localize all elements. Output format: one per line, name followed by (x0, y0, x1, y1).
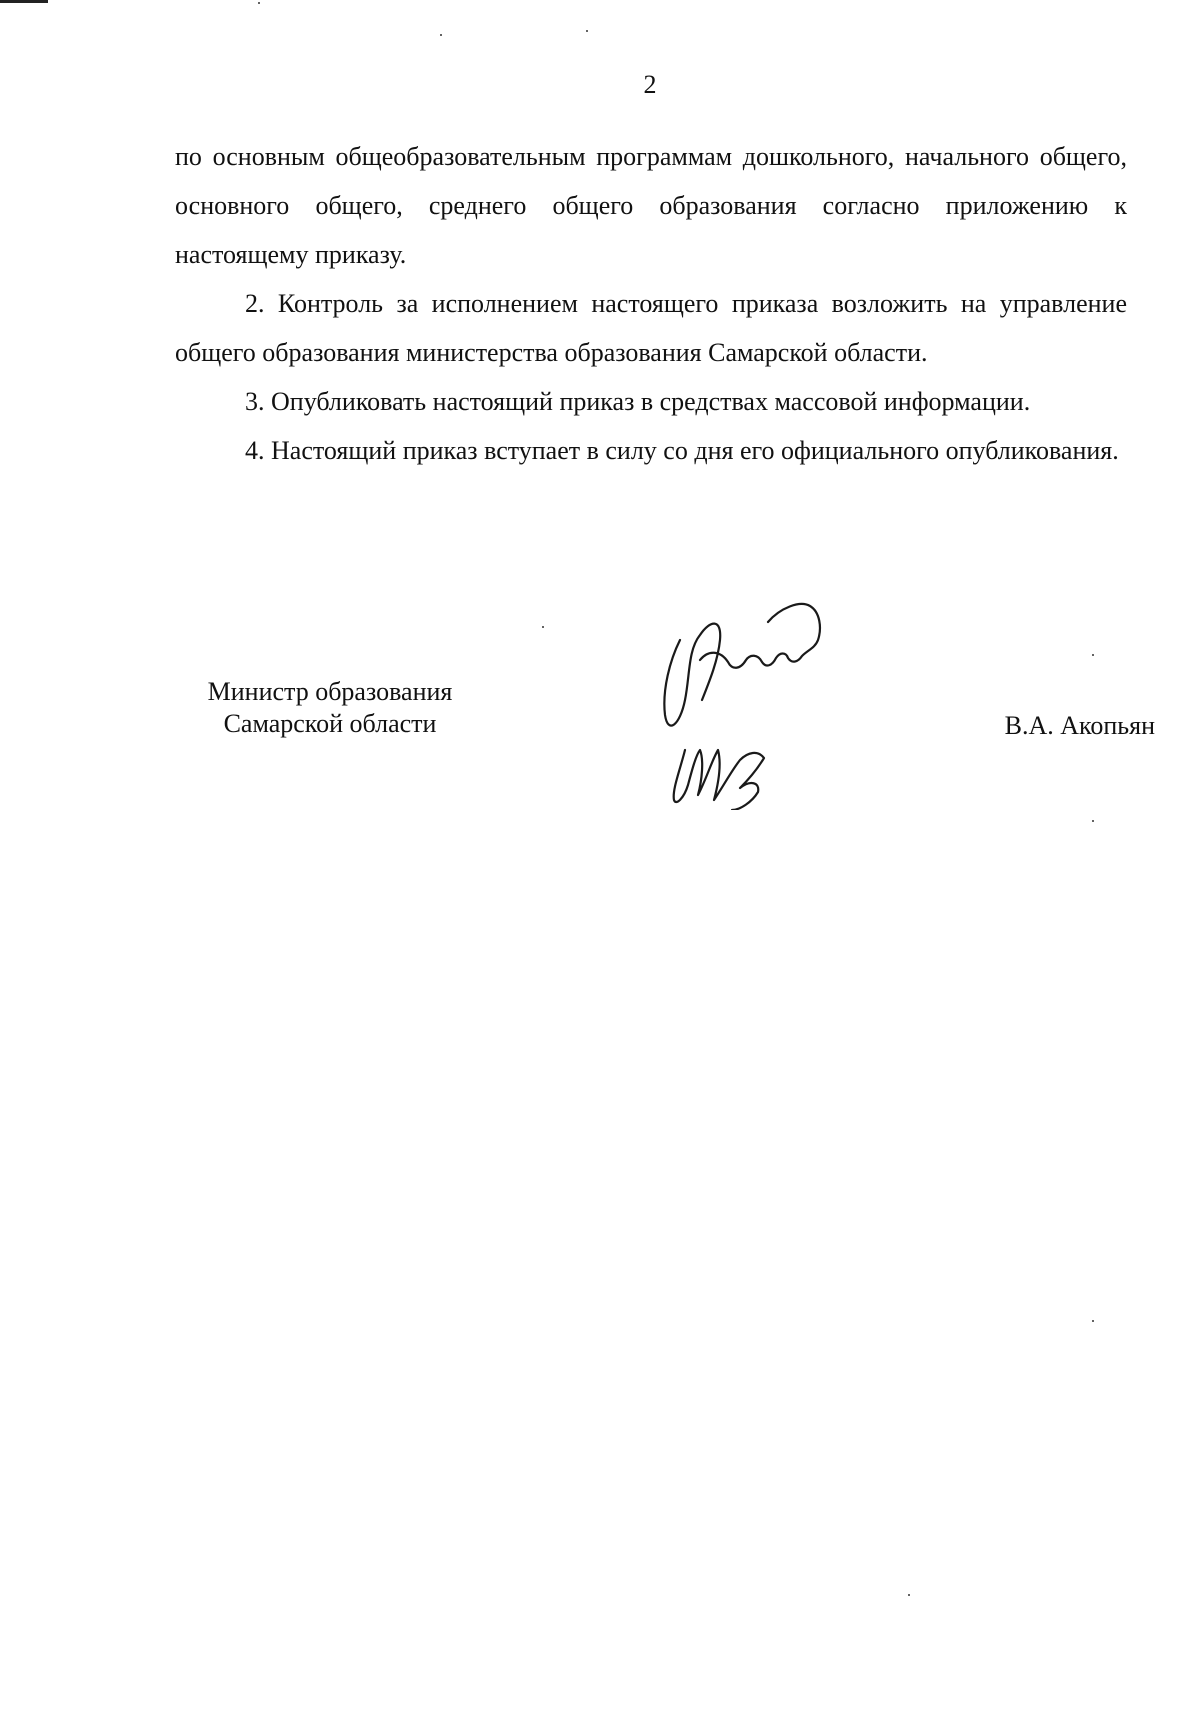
scan-speck (440, 34, 442, 36)
signatory-position (170, 676, 490, 740)
signatory-position-line-1: Министр образования (207, 677, 453, 706)
scan-speck (1092, 1320, 1094, 1322)
page-number: 2 (643, 70, 657, 99)
signatory-name: В.А. Акопьян (1004, 711, 1155, 740)
signatory-position-line-2: Самарской области (223, 709, 437, 738)
scan-speck (908, 1594, 910, 1596)
paragraph-4: 4. Настоящий приказ вступает в силу со дня его официального опубликования. (245, 436, 1119, 465)
paragraph-continuation: по основным общеобразовательным программам дошкольного, начального общего, основного общего, среднего общего образования согласно приложению к настоящему приказу. (175, 142, 1127, 269)
scan-speck (258, 2, 260, 4)
scan-speck (1092, 820, 1094, 822)
handwritten-signature (640, 600, 840, 810)
scan-speck (586, 30, 588, 32)
scan-edge-mark (0, 0, 48, 3)
document-body (175, 132, 1127, 475)
paragraph-3: 3. Опубликовать настоящий приказ в средствах массовой информации. (245, 387, 1031, 416)
scan-speck (1092, 654, 1094, 656)
paragraph-2: 2. Контроль за исполнением настоящего приказа возложить на управление общего образования министерства образования Самарской области. (175, 289, 1127, 367)
scan-speck (542, 626, 544, 628)
